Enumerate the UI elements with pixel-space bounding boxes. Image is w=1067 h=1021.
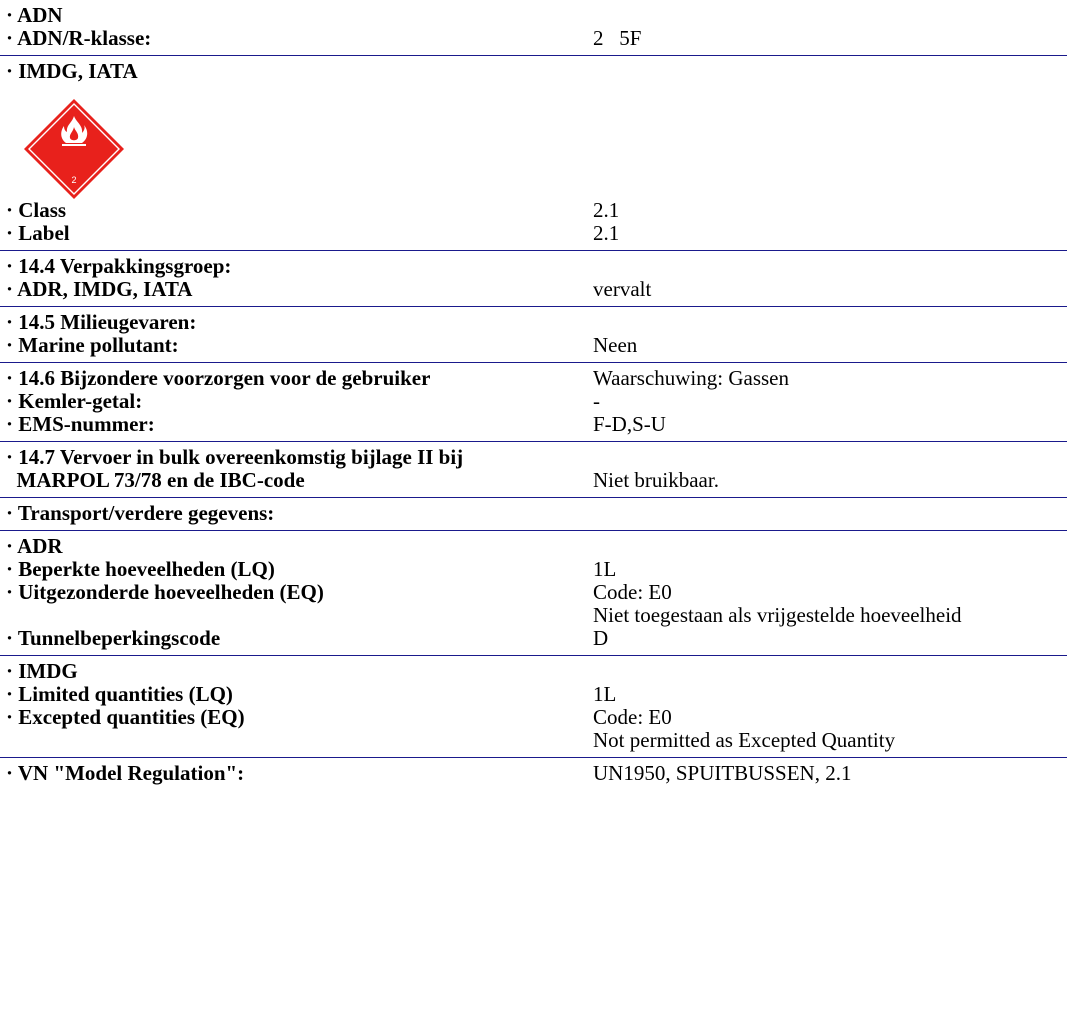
label: · ADR, IMDG, IATA bbox=[6, 277, 193, 301]
row bbox=[0, 413, 1067, 436]
value: 1L bbox=[593, 682, 617, 706]
section-adr bbox=[0, 531, 1067, 656]
row bbox=[0, 27, 1067, 50]
value bbox=[593, 4, 1067, 27]
value: 2.1 bbox=[593, 198, 620, 222]
row bbox=[0, 199, 1067, 222]
value: Code: E0 bbox=[593, 705, 672, 729]
value: 1L bbox=[593, 557, 617, 581]
row bbox=[0, 706, 1067, 729]
label: · IMDG, IATA bbox=[6, 59, 138, 83]
value bbox=[593, 535, 1067, 558]
value bbox=[593, 446, 1067, 469]
row bbox=[0, 390, 1067, 413]
row bbox=[0, 558, 1067, 581]
section-adn bbox=[0, 0, 1067, 56]
section-un-model-regulation bbox=[0, 758, 1067, 790]
hazard-diamond bbox=[0, 83, 1067, 199]
label: · IMDG bbox=[6, 659, 78, 683]
section-special-precautions bbox=[0, 363, 1067, 442]
row bbox=[0, 311, 1067, 334]
label: · 14.6 Bijzondere voorzorgen voor de gebruiker bbox=[6, 366, 431, 390]
label: · 14.5 Milieugevaren: bbox=[6, 310, 197, 334]
value bbox=[593, 60, 1067, 83]
label: · Marine pollutant: bbox=[6, 333, 179, 357]
label: · EMS-nummer: bbox=[6, 412, 155, 436]
label: · Excepted quantities (EQ) bbox=[6, 705, 245, 729]
label: · ADN/R-klasse: bbox=[6, 26, 152, 50]
label: · ADN bbox=[6, 3, 63, 27]
row bbox=[0, 502, 1067, 525]
hazard-class-number: 2 bbox=[71, 175, 77, 185]
value: - bbox=[593, 389, 600, 413]
value: 2.1 bbox=[593, 221, 620, 245]
value: Waarschuwing: Gassen bbox=[593, 366, 790, 390]
value: Not permitted as Excepted Quantity bbox=[593, 728, 896, 752]
label: · Label bbox=[6, 221, 70, 245]
label bbox=[0, 604, 593, 627]
value bbox=[593, 660, 1067, 683]
row bbox=[0, 729, 1067, 752]
label: · VN "Model Regulation": bbox=[6, 761, 245, 785]
value bbox=[593, 502, 1067, 525]
section-imdg bbox=[0, 656, 1067, 758]
section-bulk-transport bbox=[0, 442, 1067, 498]
value bbox=[593, 311, 1067, 334]
row bbox=[0, 255, 1067, 278]
label: · Uitgezonderde hoeveelheden (EQ) bbox=[6, 580, 324, 604]
value: F-D,S-U bbox=[593, 412, 666, 436]
label: · Transport/verdere gegevens: bbox=[6, 501, 275, 525]
row bbox=[0, 60, 1067, 83]
value: Niet bruikbaar. bbox=[593, 468, 719, 492]
row bbox=[0, 660, 1067, 683]
label: MARPOL 73/78 en de IBC-code bbox=[6, 468, 305, 492]
label: · Limited quantities (LQ) bbox=[6, 682, 233, 706]
label: · 14.4 Verpakkingsgroep: bbox=[6, 254, 232, 278]
row bbox=[0, 278, 1067, 301]
value bbox=[593, 255, 1067, 278]
row bbox=[0, 367, 1067, 390]
value: UN1950, SPUITBUSSEN, 2.1 bbox=[593, 761, 852, 785]
label: · Tunnelbeperkingscode bbox=[6, 626, 221, 650]
row bbox=[0, 627, 1067, 650]
value: Niet toegestaan als vrijgestelde hoeveelheid bbox=[593, 603, 962, 627]
label: · Beperkte hoeveelheden (LQ) bbox=[6, 557, 275, 581]
row bbox=[0, 604, 1067, 627]
label: · 14.7 Vervoer in bulk overeenkomstig bijlage II bij bbox=[6, 445, 464, 469]
section-packing-group bbox=[0, 251, 1067, 307]
row bbox=[0, 446, 1067, 469]
label: · Class bbox=[6, 198, 67, 222]
value: Neen bbox=[593, 333, 638, 357]
value: vervalt bbox=[593, 277, 652, 301]
row bbox=[0, 683, 1067, 706]
row bbox=[0, 222, 1067, 245]
section-environmental-hazards bbox=[0, 307, 1067, 363]
row bbox=[0, 334, 1067, 357]
label: · ADR bbox=[6, 534, 63, 558]
value: D bbox=[593, 626, 609, 650]
row bbox=[0, 4, 1067, 27]
section-transport-further bbox=[0, 498, 1067, 531]
value: 2 5F bbox=[593, 26, 642, 50]
section-imdg-iata bbox=[0, 56, 1067, 251]
label bbox=[0, 729, 593, 752]
row bbox=[0, 762, 1067, 785]
row bbox=[0, 581, 1067, 604]
row bbox=[0, 535, 1067, 558]
label: · Kemler-getal: bbox=[6, 389, 143, 413]
row bbox=[0, 469, 1067, 492]
flame-icon bbox=[22, 97, 126, 201]
value: Code: E0 bbox=[593, 580, 672, 604]
